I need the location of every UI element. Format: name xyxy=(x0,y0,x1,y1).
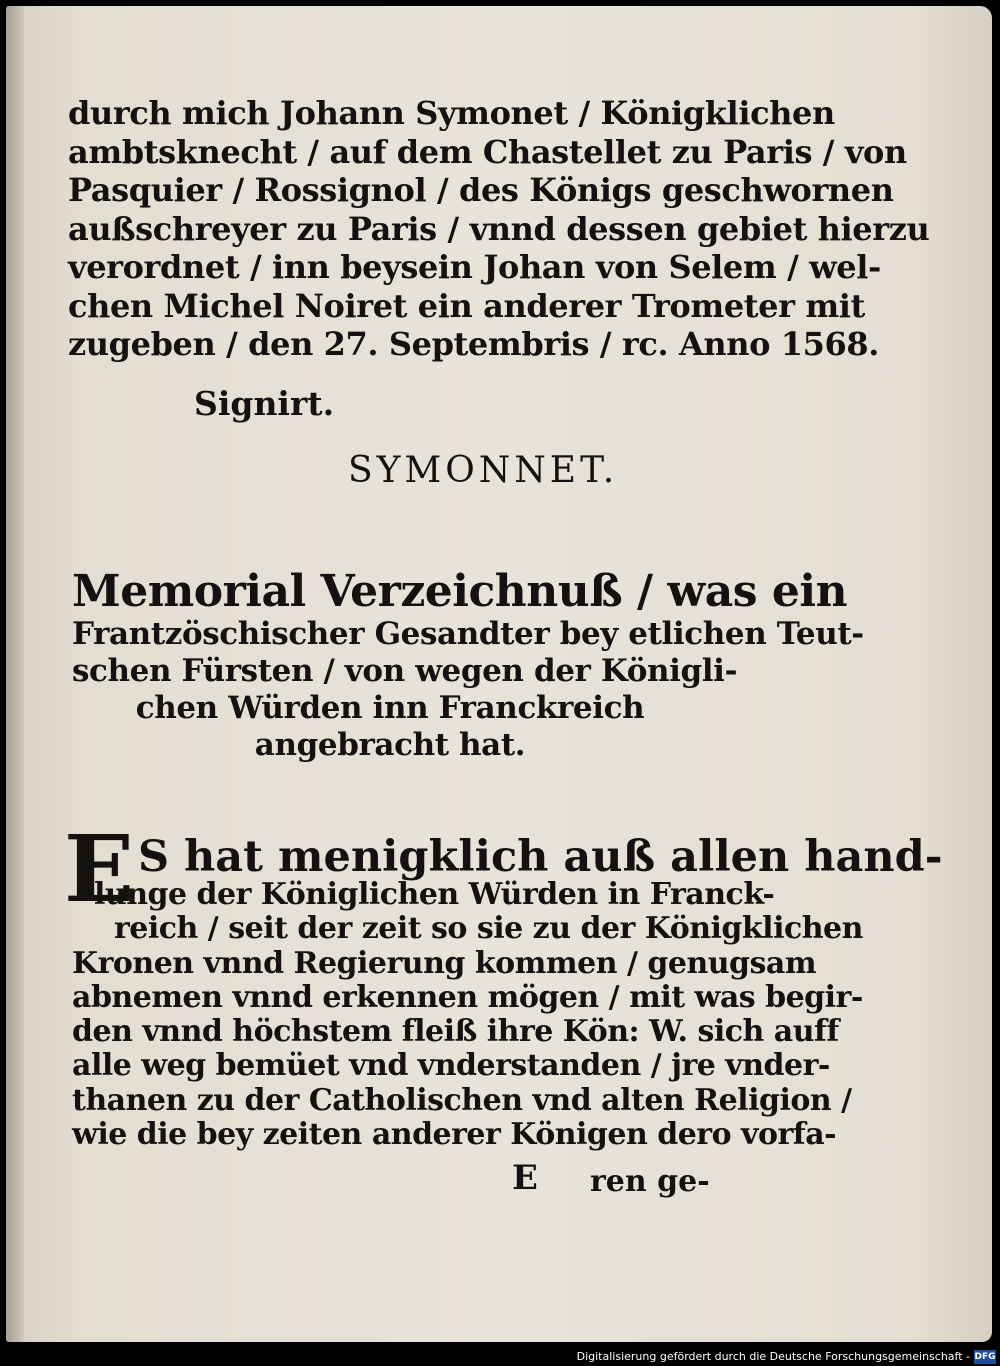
heading-line: schen Fürsten / von wegen der Königli- xyxy=(72,653,738,689)
text-line: ambtsknecht / auf dem Chastellet zu Paris / von xyxy=(68,132,907,171)
heading-line: Frantzöschischer Gesandter bey etlichen Teut- xyxy=(72,616,864,652)
heading-subtitle xyxy=(72,616,864,764)
catchword: ren ge- xyxy=(590,1164,710,1199)
heading-line: chen Würden inn Franckreich xyxy=(135,690,645,726)
signature-name: SYMONNET. xyxy=(348,450,619,491)
body-line: Kronen vnnd Regierung kommen / genugsam xyxy=(72,945,817,981)
body-line: lunge der Königlichen Würden in Franck- xyxy=(94,877,775,912)
body-line: abnemen vnnd erkennen mögen / mit was begir- xyxy=(72,979,863,1015)
heading-line: angebracht hat. xyxy=(254,727,526,763)
body-line: den vnnd höchstem fleiß ihre Kön: W. sich auff xyxy=(72,1014,839,1050)
signature-mark: E xyxy=(512,1158,538,1198)
heading-title: Memorial Verzeichnuß / was ein xyxy=(72,566,848,617)
text-line: verordnet / inn beysein Johan von Selem / wel- xyxy=(68,248,881,286)
text-line: Pasquier / Rossignol / des Königs geschwornen xyxy=(68,171,894,209)
text-line: zugeben / den 27. Septembris / rc. Anno 1568. xyxy=(68,325,879,363)
footer-credit: Digitalisierung gefördert durch die Deutsche Forschungsgemeinschaft - xyxy=(0,1348,1000,1366)
book-page xyxy=(6,6,992,1342)
text-line: chen Michel Noiret ein anderer Trometer mit xyxy=(68,286,865,325)
body-line: reich / seit der zeit so sie zu der Königklichen xyxy=(114,911,863,947)
dfg-logo: DFG xyxy=(974,1352,996,1362)
body-line: wie die bey zeiten anderer Königen dero vorfa- xyxy=(72,1117,837,1153)
body-paragraph xyxy=(72,878,863,1152)
text-line: durch mich Johann Symonet / Königklichen xyxy=(68,94,835,132)
drop-initial: E xyxy=(64,815,135,923)
body-line: alle weg bemüet vnd vnderstanden / jre vnder- xyxy=(72,1048,830,1084)
body-line: thanen zu der Catholischen vnd alten Religion / xyxy=(72,1082,852,1118)
signirt-label: Signirt. xyxy=(194,384,335,423)
page-gutter xyxy=(6,6,24,1342)
text-line: außschreyer zu Paris / vnnd dessen gebiet hierzu xyxy=(68,209,930,248)
top-paragraph xyxy=(68,94,929,364)
body-first-line-text: S hat menigklich auß allen hand- xyxy=(138,832,943,882)
